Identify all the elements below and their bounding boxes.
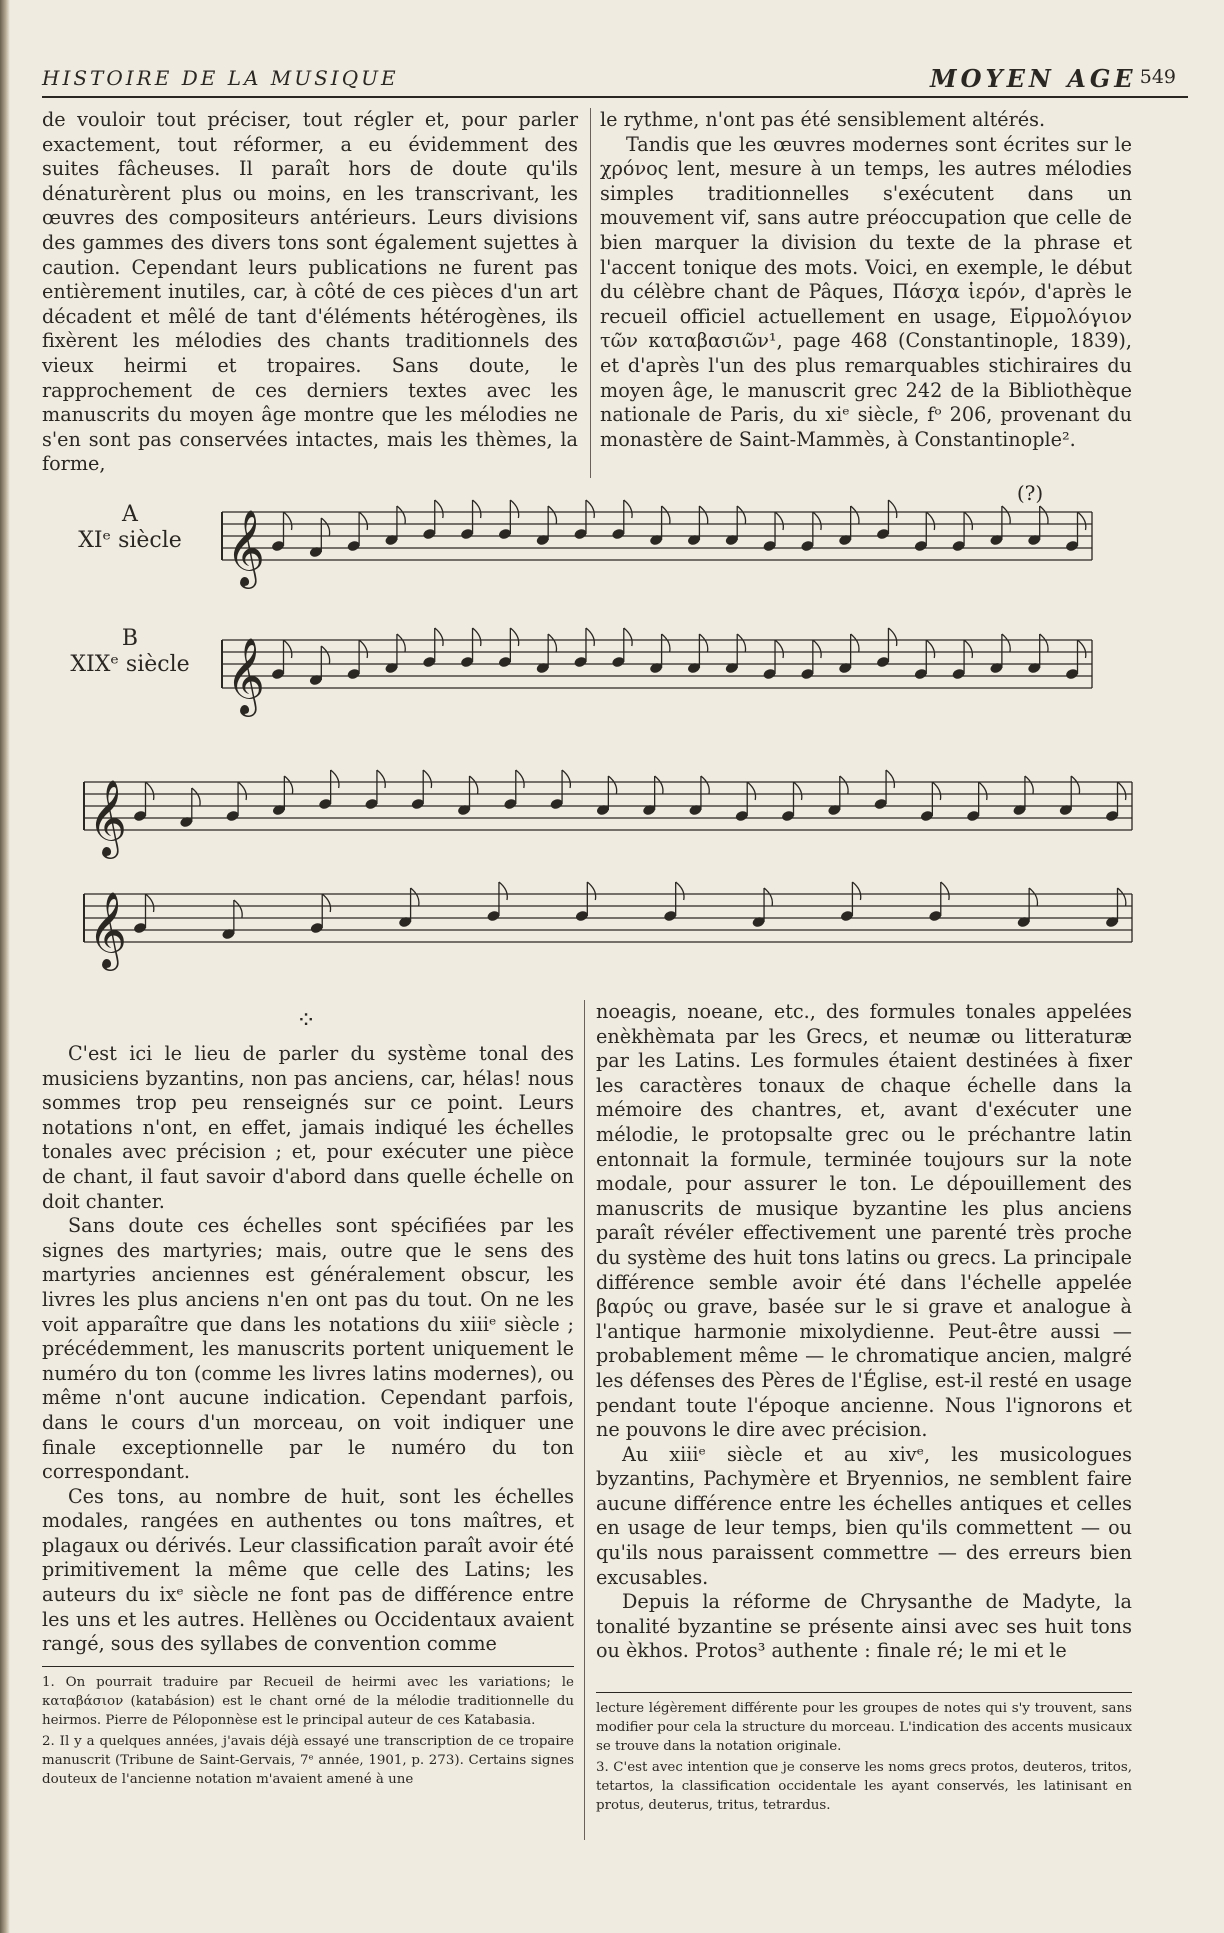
note-flag bbox=[926, 640, 934, 658]
note-flag bbox=[397, 634, 405, 652]
note-flag bbox=[548, 506, 556, 524]
note-flag bbox=[624, 628, 632, 646]
note-flag bbox=[423, 770, 431, 788]
note-flag bbox=[562, 770, 570, 788]
note-flag bbox=[473, 628, 481, 646]
note-flag bbox=[1002, 634, 1010, 652]
paragraph: Au xiiiᵉ siècle et au xivᵉ, les musicologues byzantins, Pachymère et Bryennios, ne semblent faire aucune différence entre les échelles antiques et celles en usage de leur temps, bien qu'ils commettent — ou qu'ils nous paraissent commettre — des erreurs bien excusables. bbox=[596, 1442, 1132, 1589]
note-flag bbox=[473, 500, 481, 518]
treble-clef-icon: 𝄞 bbox=[88, 779, 128, 856]
note-flag bbox=[775, 640, 783, 658]
footnotes-left bbox=[42, 1674, 574, 1793]
note-flag bbox=[608, 776, 616, 794]
note-flag bbox=[510, 628, 518, 646]
note-flag bbox=[662, 506, 670, 524]
footnote-rule bbox=[596, 1692, 1132, 1693]
staff-label-b-century: XIXᵉ siècle bbox=[70, 652, 190, 677]
note-flag bbox=[146, 894, 154, 912]
note-flag bbox=[548, 634, 556, 652]
note-flag bbox=[238, 782, 246, 800]
page-number: 549 bbox=[1139, 66, 1176, 88]
paragraph: noeagis, noeane, etc., des formules tonales appelées enèkhèmata par les Grecs, et neumæ ou litteraturæ par les Latins. Les formules étaient destinées à fixer les caractères tonaux de chaque échelle dans la mémoire des chantres, et, avant d'exécuter une mélodie, le protopsalte grec ou le préchantre latin entonnait la formule, terminée toujours sur la note modale, pour assurer le ton. Le dépouillement des manuscrits de musique byzantine les plus anciens paraît révéler effectivement une parenté très proche du système des huit tons latins ou grecs. La principale différence semble avoir été dans l'échelle appelée βαρύς ou grave, basée sur le si grave et analogue à l'antique harmonie mixolydienne. Peut-être aussi — probablement même — le chromatique ancien, malgré les défenses des Pères de l'Église, est-il resté en usage pendant toute l'époque ancienne. Nous l'ignorons et ne pouvons le dire avec précision. bbox=[596, 1000, 1132, 1442]
note-flag bbox=[359, 512, 367, 530]
note-flag bbox=[886, 770, 894, 788]
note-flag bbox=[499, 882, 507, 900]
treble-clef-icon: 𝄞 bbox=[226, 509, 266, 586]
paragraph: Ces tons, au nombre de huit, sont les échelles modales, rangées en authentes ou tons maîtres, et plagaux ou dérivés. Leur classification paraît avoir été primitivement la même que celle des Latins; les auteurs du ixᵉ siècle ne font pas de différence entre les uns et les autres. Hellènes ou Occidentaux avaient rangé, sous des syllabes de convention comme bbox=[42, 1484, 574, 1656]
paragraph: le rythme, n'ont pas été sensiblement altérés. bbox=[600, 108, 1046, 131]
treble-clef-icon: 𝄞 bbox=[226, 637, 266, 714]
note-flag bbox=[1071, 776, 1079, 794]
bottom-left-column bbox=[42, 1042, 574, 1657]
note-flag bbox=[321, 518, 329, 536]
note-flag bbox=[813, 640, 821, 658]
note-flag bbox=[840, 776, 848, 794]
note-flag bbox=[964, 512, 972, 530]
note-flag bbox=[888, 500, 896, 518]
footnote-rule bbox=[42, 1666, 574, 1667]
note-flag bbox=[284, 776, 292, 794]
column-divider bbox=[584, 1000, 585, 1840]
note-flag bbox=[764, 888, 772, 906]
note-flag bbox=[377, 770, 385, 788]
note-flag bbox=[586, 628, 594, 646]
note-flag bbox=[1118, 782, 1126, 800]
note-flag bbox=[397, 506, 405, 524]
footnote: lecture légèrement différente pour les groupes de notes qui s'y trouvent, sans modifier pour cela la structure du morceau. L'indication des accents musicaux se trouve dans la notation originale. bbox=[596, 1701, 1132, 1754]
note-flag bbox=[359, 640, 367, 658]
note-flag bbox=[775, 512, 783, 530]
note-flag bbox=[852, 882, 860, 900]
note-flag bbox=[331, 770, 339, 788]
note-flag bbox=[1040, 634, 1048, 652]
staff-b-staff-2 bbox=[84, 891, 1132, 971]
note-flag bbox=[701, 776, 709, 794]
bottom-right-column bbox=[596, 1000, 1132, 1664]
paragraph: Depuis la réforme de Chrysanthe de Madyte, la tonalité byzantine se présente ainsi avec ses huit tons ou èkhos. Protos³ authente : finale ré; le mi et le bbox=[596, 1590, 1132, 1663]
note-flag bbox=[284, 640, 292, 658]
note-flag bbox=[737, 634, 745, 652]
section-break-mark: ⁘ bbox=[296, 1006, 323, 1034]
note-flag bbox=[516, 770, 524, 788]
note-flag bbox=[676, 882, 684, 900]
note-flag bbox=[662, 634, 670, 652]
note-flag bbox=[624, 500, 632, 518]
staff-label-a-century: XIᵉ siècle bbox=[78, 528, 182, 553]
note-flag bbox=[587, 882, 595, 900]
footnote: 3. C'est avec intention que je conserve les noms grecs protos, deuteros, tritos, tetartos, la classification occidentale les ayant conservés, les latinisant en protus, deuterus, tritus, tetrardus. bbox=[596, 1760, 1132, 1813]
note-flag bbox=[470, 776, 478, 794]
note-flag bbox=[1025, 776, 1033, 794]
note-flag bbox=[1029, 888, 1037, 906]
footnotes-right bbox=[596, 1700, 1132, 1819]
note-flag bbox=[1118, 888, 1126, 906]
note-flag bbox=[234, 900, 242, 918]
paragraph: Tandis que les œuvres modernes sont écrites sur le χρόνος lent, mesure à un temps, les autres mélodies simples traditionnelles s'exécutent dans un mouvement vif, sans autre préoccupation que celle de bien marquer la division du texte de la phrase et l'accent tonique des mots. Voici, en exemple, le début du célèbre chant de Pâques, Πάσχα ἱερόν, d'après le recueil officiel actuellement en usage, Εἱρμολόγιον τῶν καταβασιῶν¹, page 468 (Constantinople, 1839), et d'après l'un des plus remarquables stichiraires du moyen âge, le manuscrit grec 242 de la Bibliothèque nationale de Paris, du xiᵉ siècle, fᵒ 206, provenant du monastère de Saint-Mammès, à Constantinople². bbox=[600, 132, 1132, 451]
paragraph: de vouloir tout préciser, tout régler et, pour parler exactement, tout réformer, a eu évidemment des suites fâcheuses. Il paraît hors de doute qu'ils dénaturèrent plus ou moins, en les transcrivant, les œuvres des compositeurs antérieurs. Leurs divisions des gammes des divers tons sont également sujettes à caution. Cependant leurs publications ne furent pas entièrement inutiles, car, à côté de ces pièces d'un art décadent et mêlé de tant d'éléments hétérogènes, ils fixèrent les mélodies des chants traditionnels des vieux heirmi et tropaires. Sans doute, le rapprochement de ces derniers textes avec les manuscrits du moyen âge montre que les mélodies ne s'en sont pas conservées intactes, mais les thèmes, la forme, bbox=[42, 108, 578, 476]
note-flag bbox=[747, 782, 755, 800]
note-flag bbox=[411, 888, 419, 906]
note-flag bbox=[941, 882, 949, 900]
staff-label-b-letter: B bbox=[121, 626, 139, 651]
note-flag bbox=[284, 512, 292, 530]
note-flag bbox=[888, 628, 896, 646]
note-flag bbox=[1040, 506, 1048, 524]
note-flag bbox=[737, 506, 745, 524]
running-head-section-title: MOYEN AGE bbox=[930, 64, 1137, 93]
note-flag bbox=[964, 640, 972, 658]
footnote: 1. On pourrait traduire par Recueil de heirmi avec les variations; le καταβάσιον (katabásion) est le chant orné de la mélodie traditionnelle du heirmos. Pierre de Péloponnèse est le principal auteur de ces Katabasia. bbox=[42, 1675, 574, 1728]
note-flag bbox=[321, 646, 329, 664]
note-flag bbox=[699, 634, 707, 652]
paragraph: C'est ici le lieu de parler du système tonal des musiciens byzantins, non pas anciens, car, hélas! nous sommes trop peu renseignés sur ce point. Leurs notations n'ont, en effet, jamais indiqué les échelles tonales avec précision ; et, pour exécuter une pièce de chant, il faut savoir d'abord dans quelle échelle on doit chanter. bbox=[42, 1042, 574, 1213]
note-flag bbox=[851, 506, 859, 524]
footnote: 2. Il y a quelques années, j'avais déjà essayé une transcription de ce tropaire manuscrit (Tribune de Saint-Gervais, 7ᵉ année, 1901, p. 273). Certains signes douteux de l'ancienne notation m'avaient amené à une bbox=[42, 1734, 574, 1787]
note-flag bbox=[192, 788, 200, 806]
note-flag bbox=[586, 500, 594, 518]
note-flag bbox=[1078, 640, 1086, 658]
note-flag bbox=[322, 894, 330, 912]
note-flag bbox=[435, 628, 443, 646]
note-flag bbox=[655, 776, 663, 794]
staff-label-a-letter: A bbox=[122, 502, 138, 527]
music-question-mark: (?) bbox=[1016, 481, 1044, 505]
note-flag bbox=[146, 782, 154, 800]
note-flag bbox=[932, 782, 940, 800]
note-flag bbox=[435, 500, 443, 518]
note-flag bbox=[813, 512, 821, 530]
running-head-book-title: HISTOIRE DE LA MUSIQUE bbox=[42, 66, 399, 90]
note-flag bbox=[699, 506, 707, 524]
note-flag bbox=[979, 782, 987, 800]
note-flag bbox=[926, 512, 934, 530]
note-flag bbox=[1002, 506, 1010, 524]
treble-clef-icon: 𝄞 bbox=[88, 891, 128, 968]
note-flag bbox=[851, 634, 859, 652]
paragraph: Sans doute ces échelles sont spécifiées par les signes des martyries; mais, outre que le sens des martyries anciennes est généralement obscur, les livres les plus anciens n'en ont pas du tout. On ne les voit apparaître que dans les notations du xiiiᵉ siècle ; précédemment, les manuscrits portent uniquement le numéro du ton (comme les livres latins modernes), ou même n'ont aucune indication. Cependant parfois, dans le cours d'un morceau, on voit indiquer une finale exceptionnelle par le numéro du ton correspondant. bbox=[42, 1214, 574, 1484]
note-flag bbox=[1078, 512, 1086, 530]
note-flag bbox=[510, 500, 518, 518]
note-flag bbox=[794, 782, 802, 800]
